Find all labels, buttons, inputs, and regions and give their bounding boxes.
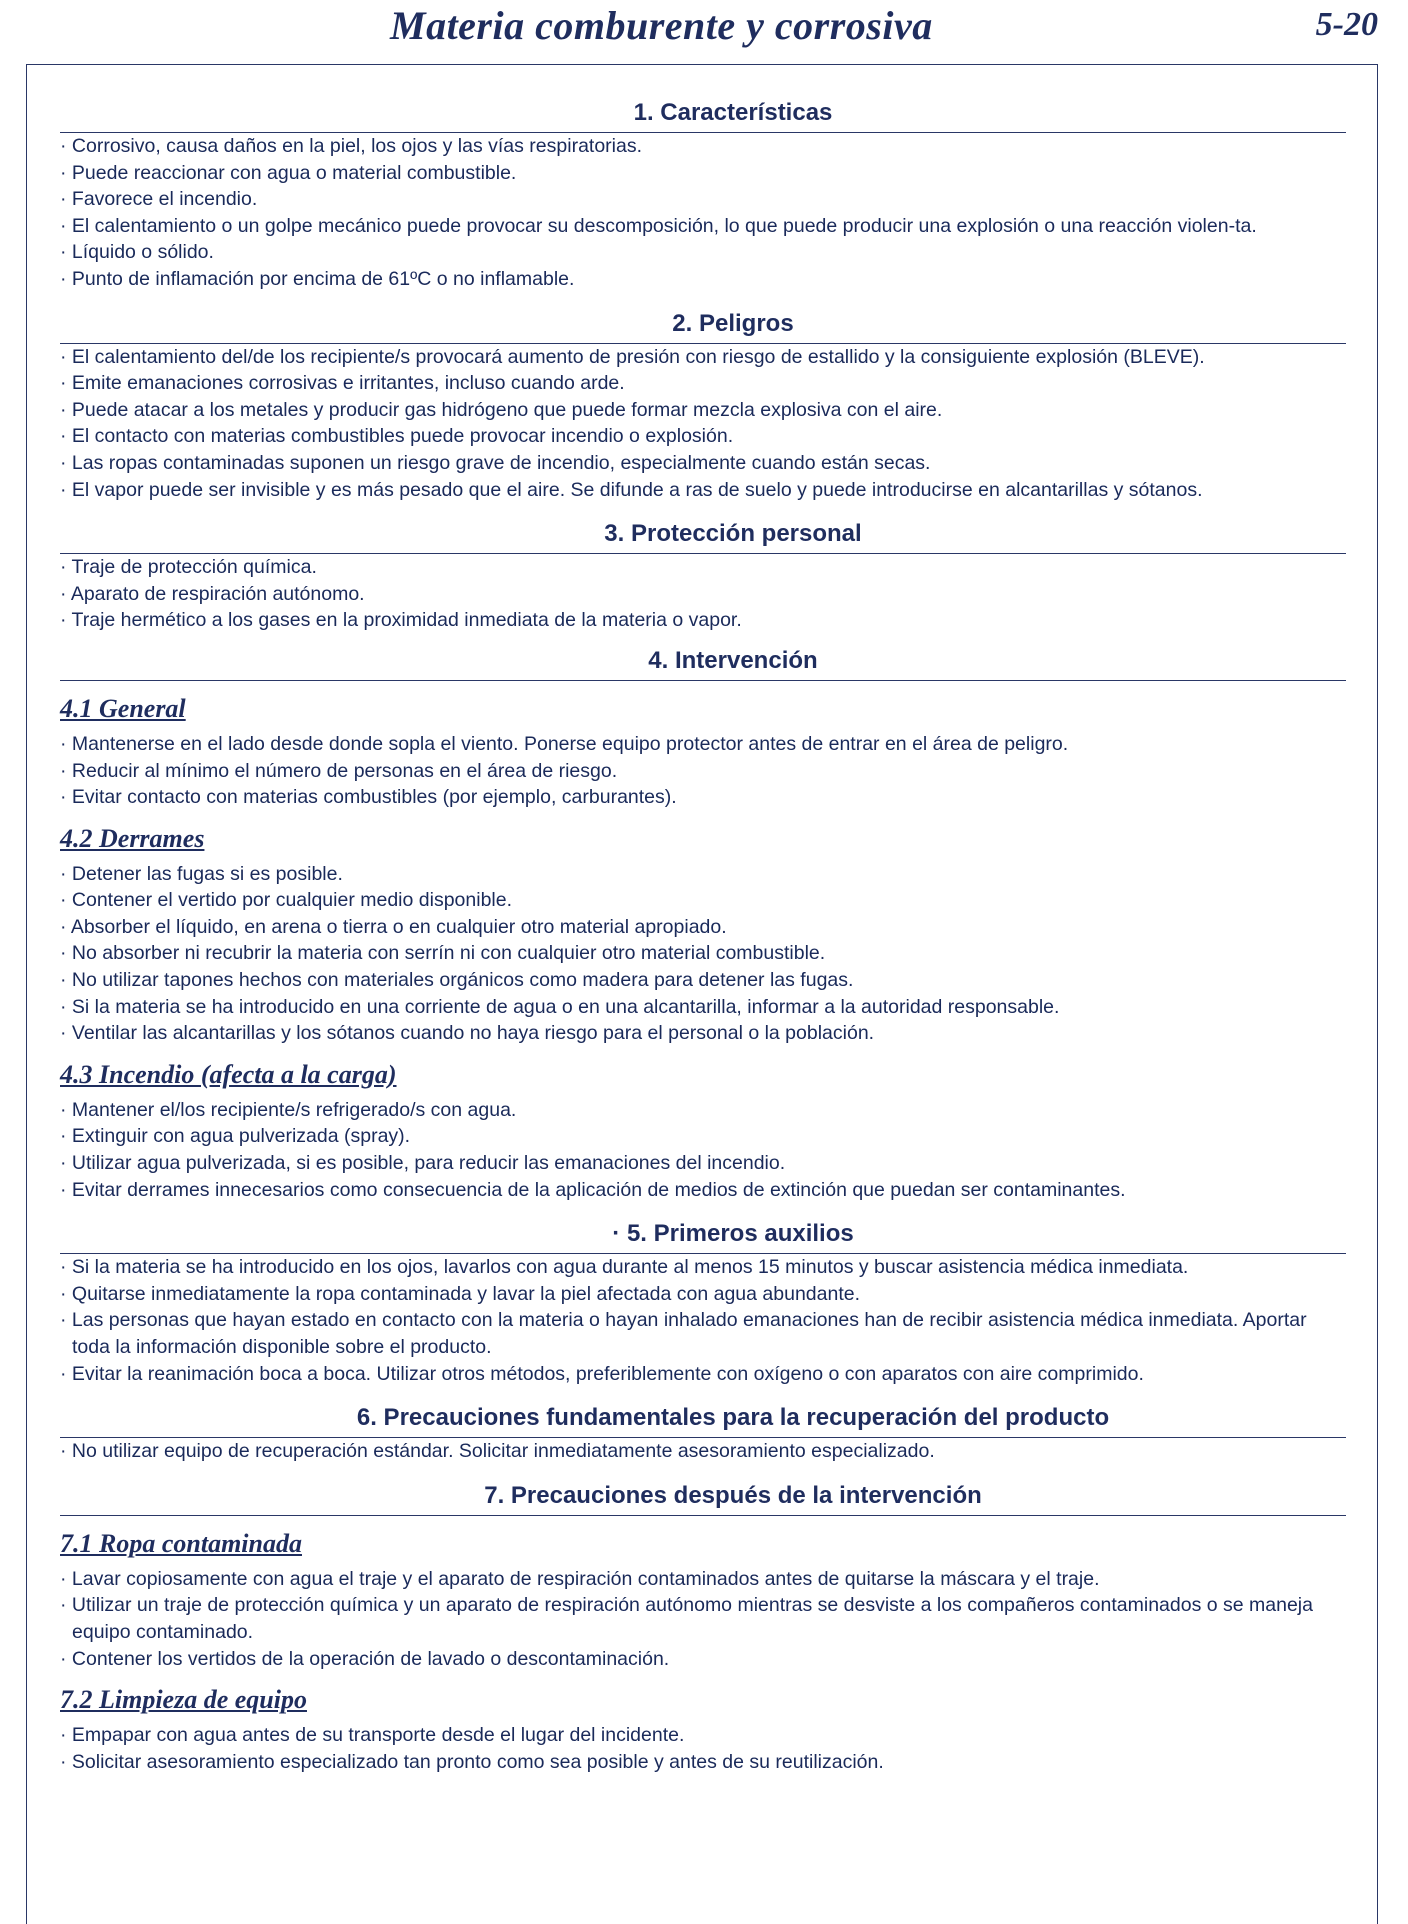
list-item: · Lavar copiosamente con agua el traje y el aparato de respiración contaminados antes de quitarse la máscara y el traje. bbox=[60, 1567, 1100, 1590]
list-item: · Reducir al mínimo el número de personas en el área de riesgo. bbox=[60, 759, 618, 782]
section-heading-despues-intervencion: 7. Precauciones después de la intervención bbox=[60, 1477, 1346, 1516]
list-item: · Punto de inflamación por encima de 61ºC o no inflamable. bbox=[60, 267, 575, 290]
list-item: · El calentamiento del/de los recipiente/s provocará aumento de presión con riesgo de estallido y la consiguiente explosión (BLEVE). bbox=[60, 345, 1205, 368]
list-ropa-contaminada bbox=[60, 1566, 1346, 1672]
section-heading-primeros-auxilios: · 5. Primeros auxilios bbox=[60, 1215, 1346, 1254]
list-item: · Aparato de respiración autónomo. bbox=[60, 582, 365, 605]
section-heading-proteccion-personal: 3. Protección personal bbox=[60, 515, 1346, 554]
list-item: · Las personas que hayan estado en contacto con la materia o hayan inhalado emanaciones han de recibir asistencia médica inmediata. Aportar toda la información disponible sobre el producto. bbox=[60, 1309, 1307, 1358]
list-item: · Emite emanaciones corrosivas e irritantes, incluso cuando arde. bbox=[60, 372, 625, 395]
list-item: · El vapor puede ser invisible y es más pesado que el aire. Se difunde a ras de suelo y puede introducirse en alcantarillas y sótanos. bbox=[60, 478, 1203, 501]
list-item: · Ventilar las alcantarillas y los sótanos cuando no haya riesgo para el personal o la población. bbox=[60, 1022, 875, 1045]
list-item: · No absorber ni recubrir la materia con serrín ni con cualquier otro material combustible. bbox=[60, 942, 826, 965]
list-item: · Utilizar agua pulverizada, si es posible, para reducir las emanaciones del incendio. bbox=[60, 1152, 786, 1175]
list-primeros-auxilios bbox=[60, 1254, 1346, 1387]
list-item: · Puede reaccionar con agua o material combustible. bbox=[60, 161, 517, 184]
section-heading-peligros: 2. Peligros bbox=[60, 305, 1346, 344]
list-item: · Si la materia se ha introducido en los ojos, lavarlos con agua durante al menos 15 minutos y buscar asistencia médica inmediata. bbox=[60, 1256, 1189, 1279]
list-item: · Solicitar asesoramiento especializado tan pronto como sea posible y antes de su reutilización. bbox=[60, 1750, 884, 1773]
list-item: · Si la materia se ha introducido en una corriente de agua o en una alcantarilla, informar a la autoridad responsable. bbox=[60, 995, 1060, 1018]
list-item: · Quitarse inmediatamente la ropa contaminada y lavar la piel afectada con agua abundante. bbox=[60, 1282, 861, 1305]
subheading-ropa-contaminada: 7.1 Ropa contaminada bbox=[60, 1528, 302, 1558]
subheading-general: 4.1 General bbox=[60, 693, 186, 723]
list-item: · Traje de protección química. bbox=[60, 556, 317, 579]
subheading-incendio: 4.3 Incendio (afecta a la carga) bbox=[60, 1059, 397, 1089]
list-item: · Evitar contacto con materias combustibles (por ejemplo, carburantes). bbox=[60, 786, 677, 809]
list-item: · Contener los vertidos de la operación de lavado o descontaminación. bbox=[60, 1647, 670, 1670]
list-item: · Empapar con agua antes de su transporte desde el lugar del incidente. bbox=[60, 1724, 685, 1747]
page-number: 5-20 bbox=[1315, 6, 1378, 43]
list-limpieza-equipo bbox=[60, 1722, 1346, 1775]
list-proteccion-personal bbox=[60, 554, 1346, 634]
list-item: · Detener las fugas si es posible. bbox=[60, 862, 343, 885]
list-item: · Favorece el incendio. bbox=[60, 188, 258, 211]
list-item: · Evitar la reanimación boca a boca. Utilizar otros métodos, preferiblemente con oxígeno o con aparatos con aire comprimido. bbox=[60, 1362, 1144, 1385]
section-heading-caracteristicas: 1. Características bbox=[60, 94, 1346, 133]
list-item: · Extinguir con agua pulverizada (spray). bbox=[60, 1125, 411, 1148]
list-item: · No utilizar equipo de recuperación estándar. Solicitar inmediatamente asesoramiento especializado. bbox=[60, 1440, 935, 1463]
page-header bbox=[0, 0, 1408, 60]
list-item: · Evitar derrames innecesarios como consecuencia de la aplicación de medios de extinción que puedan ser contaminantes. bbox=[60, 1178, 1126, 1201]
list-item: · Traje hermético a los gases en la proximidad inmediata de la materia o vapor. bbox=[60, 609, 742, 632]
list-item: · Mantener el/los recipiente/s refrigerado/s con agua. bbox=[60, 1098, 517, 1121]
list-item: · El contacto con materias combustibles puede provocar incendio o explosión. bbox=[60, 425, 734, 448]
list-item: · Contener el vertido por cualquier medio disponible. bbox=[60, 889, 513, 912]
list-recuperacion bbox=[60, 1438, 1346, 1465]
list-caracteristicas bbox=[60, 133, 1346, 293]
list-item: · Corrosivo, causa daños en la piel, los ojos y las vías respiratorias. bbox=[60, 135, 643, 157]
document-title: Materia comburente y corrosiva bbox=[390, 3, 933, 48]
subheading-derrames: 4.2 Derrames bbox=[60, 823, 205, 853]
list-peligros bbox=[60, 344, 1346, 504]
list-item: · Mantenerse en el lado desde donde sopla el viento. Ponerse equipo protector antes de entrar en el área de peligro. bbox=[60, 732, 1069, 755]
list-item: · El calentamiento o un golpe mecánico puede provocar su descomposición, lo que puede producir una explosión o una reacción violen-ta. bbox=[60, 214, 1257, 237]
section-heading-intervencion: 4. Intervención bbox=[60, 642, 1346, 681]
list-item: · Las ropas contaminadas suponen un riesgo grave de incendio, especialmente cuando están secas. bbox=[60, 451, 931, 474]
list-general bbox=[60, 731, 1346, 811]
section-heading-recuperacion: 6. Precauciones fundamentales para la recuperación del producto bbox=[60, 1399, 1346, 1438]
list-item: · Absorber el líquido, en arena o tierra o en cualquier otro material apropiado. bbox=[60, 915, 727, 938]
list-item: · No utilizar tapones hechos con materiales orgánicos como madera para detener las fugas. bbox=[60, 969, 854, 992]
subheading-limpieza-equipo: 7.2 Limpieza de equipo bbox=[60, 1685, 307, 1715]
list-item: · Puede atacar a los metales y producir gas hidrógeno que puede formar mezcla explosiva con el aire. bbox=[60, 398, 943, 421]
document-body bbox=[60, 94, 1346, 1775]
list-item: · Líquido o sólido. bbox=[60, 241, 214, 264]
list-incendio bbox=[60, 1097, 1346, 1203]
list-derrames bbox=[60, 861, 1346, 1047]
list-item: · Utilizar un traje de protección química y un aparato de respiración autónomo mientras se desviste a los compañeros contaminados o se maneja equipo contaminado. bbox=[60, 1594, 1313, 1643]
